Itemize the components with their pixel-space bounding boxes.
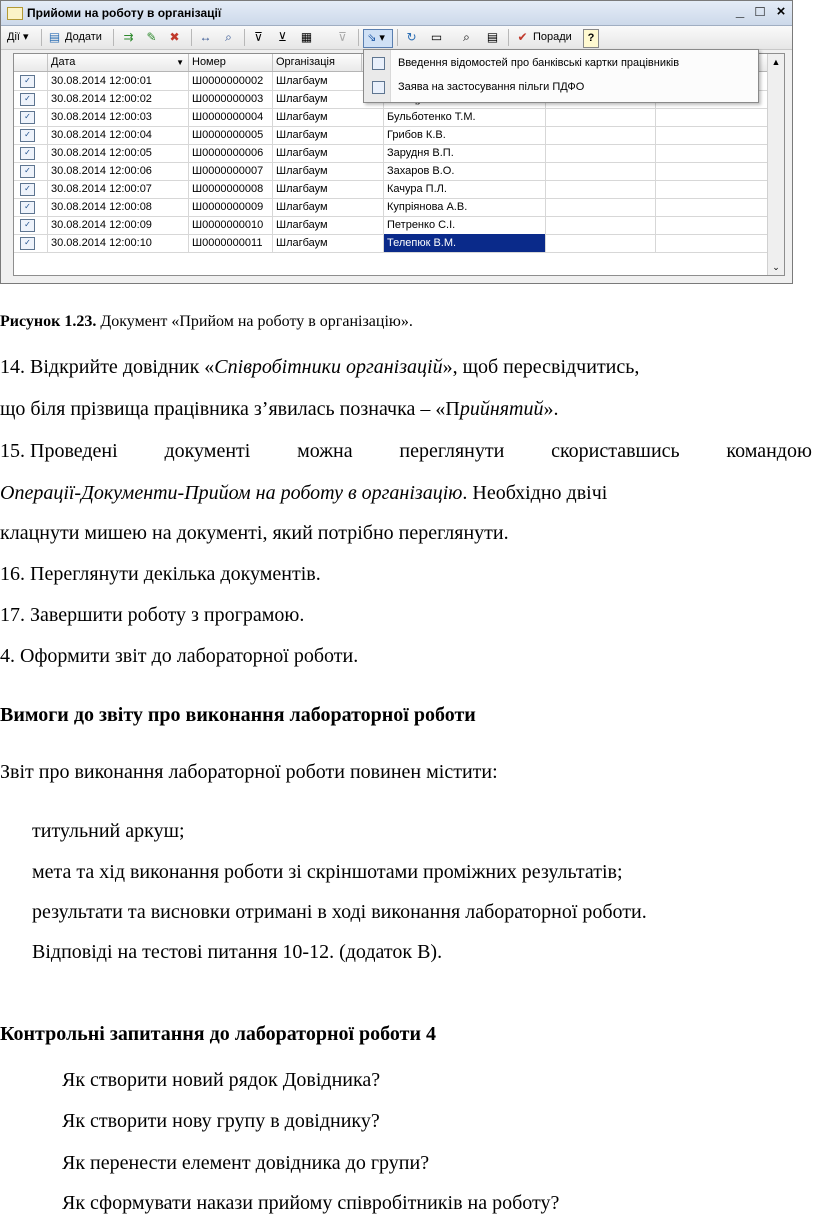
column-organization[interactable]: Організація	[273, 54, 362, 71]
document-icon	[372, 81, 385, 94]
maximize-button[interactable]: □	[755, 3, 765, 20]
table-row[interactable]	[14, 144, 768, 163]
toolbar-separator	[397, 29, 398, 46]
tips-icon: ✔	[517, 30, 528, 44]
table-row[interactable]	[14, 234, 768, 253]
cell-empty	[656, 108, 768, 126]
cell-employee: Захаров В.О.	[384, 162, 546, 180]
document-list-window	[0, 0, 793, 284]
cell-organization: Шлагбаум	[273, 126, 384, 144]
posted-document-icon: ✓	[20, 75, 35, 88]
help-button[interactable]: ?	[583, 29, 599, 48]
table-row[interactable]	[14, 198, 768, 217]
cell-number: Ш0000000010	[189, 216, 273, 234]
cell-number: Ш0000000008	[189, 180, 273, 198]
cell-organization: Шлагбаум	[273, 72, 384, 90]
cell-empty	[546, 198, 656, 216]
close-button[interactable]: ×	[776, 3, 786, 20]
table-row[interactable]	[14, 162, 768, 181]
cell-empty	[546, 162, 656, 180]
toolbar-separator	[41, 29, 42, 46]
cell-empty	[656, 144, 768, 162]
cell-number: Ш0000000003	[189, 90, 273, 108]
cell-number: Ш0000000002	[189, 72, 273, 90]
table-row[interactable]	[14, 126, 768, 145]
cell-employee: Телепюк В.М.	[384, 234, 546, 252]
cell-employee: Грибов К.В.	[384, 126, 546, 144]
edit-icon[interactable]: ✎	[146, 30, 157, 44]
menu-item-tax-relief[interactable]	[364, 75, 758, 99]
posted-document-icon: ✓	[20, 129, 35, 142]
document-journal-icon	[7, 7, 23, 20]
question-item: Як створити новий рядок Довідника?	[62, 1069, 381, 1091]
filter-selection-icon[interactable]: ⊻	[278, 30, 287, 44]
cell-date: 30.08.2014 12:00:06	[48, 162, 189, 180]
cell-employee: Качура П.Л.	[384, 180, 546, 198]
cell-date: 30.08.2014 12:00:01	[48, 72, 189, 90]
structure-icon[interactable]: ▤	[486, 30, 499, 44]
cell-empty	[656, 162, 768, 180]
row-icon-cell	[14, 216, 48, 234]
cell-date: 30.08.2014 12:00:02	[48, 90, 189, 108]
cell-organization: Шлагбаум	[273, 108, 384, 126]
question-item: Як створити нову групу в довіднику?	[62, 1110, 380, 1132]
cell-empty	[546, 234, 656, 252]
posted-document-icon: ✓	[20, 219, 35, 232]
cell-empty	[546, 126, 656, 144]
step-15-line1: 15. Проведені документі можна переглянути скориставшись командою	[0, 440, 812, 462]
interval-icon[interactable]: ↔	[199, 30, 212, 44]
question-item: Як перенести елемент довідника до групи?	[62, 1152, 430, 1174]
cell-organization: Шлагбаум	[273, 162, 384, 180]
cell-employee: Бульботенко Т.М.	[384, 108, 546, 126]
row-icon-cell	[14, 198, 48, 216]
requirement-item: титульний аркуш;	[32, 820, 185, 842]
posted-document-icon: ✓	[20, 165, 35, 178]
cell-organization: Шлагбаум	[273, 198, 384, 216]
cell-date: 30.08.2014 12:00:07	[48, 180, 189, 198]
row-icon-cell	[14, 162, 48, 180]
scroll-up-icon[interactable]: ▲	[771, 57, 781, 67]
toolbar-separator	[113, 29, 114, 46]
menu-item-label: Заява на застосування пільги ПДФО	[398, 81, 585, 93]
cell-date: 30.08.2014 12:00:04	[48, 126, 189, 144]
row-icon-cell	[14, 180, 48, 198]
step-15-line2: Операції-Документи-Прийом на роботу в організацію. Необхідно двічі	[0, 482, 608, 504]
document-icon	[372, 57, 385, 70]
row-icon-cell	[14, 72, 48, 90]
toolbar	[1, 26, 792, 50]
cell-number: Ш0000000011	[189, 234, 273, 252]
row-icon-cell	[14, 144, 48, 162]
menu-item-label: Введення відомостей про банківські картки працівників	[398, 57, 680, 69]
scroll-down-icon[interactable]: ⌄	[772, 262, 780, 272]
step-15-line3: клацнути мишею на документі, який потрібно переглянути.	[0, 522, 509, 544]
cell-empty	[656, 234, 768, 252]
posted-document-icon: ✓	[20, 183, 35, 196]
step-14-line1: 14. Відкрийте довідник «Співробітники організацій», щоб пересвідчитись,	[0, 356, 640, 378]
row-icon-cell	[14, 108, 48, 126]
table-row[interactable]	[14, 108, 768, 127]
questions-heading: Контрольні запитання до лабораторної роботи 4	[0, 1023, 436, 1045]
find-icon[interactable]: ⌕	[225, 30, 232, 44]
window-title: Прийоми на роботу в організації	[27, 6, 222, 20]
cell-number: Ш0000000007	[189, 162, 273, 180]
cell-employee: Купріянова А.В.	[384, 198, 546, 216]
column-number[interactable]: Номер	[189, 54, 273, 71]
cell-organization: Шлагбаум	[273, 180, 384, 198]
figure-caption: Рисунок 1.23. Документ «Прийом на роботу в організацію».	[0, 313, 413, 330]
tips-button[interactable]: Поради	[533, 31, 572, 43]
table-row[interactable]	[14, 180, 768, 199]
cell-date: 30.08.2014 12:00:10	[48, 234, 189, 252]
create-based-on-icon: ⇘	[367, 32, 377, 44]
filter-history-icon[interactable]: ▦	[300, 30, 313, 44]
requirement-item: Відповіді на тестові питання 10-12. (додаток В).	[32, 941, 443, 963]
cell-empty	[546, 180, 656, 198]
step-14-line2: що біля прізвища працівника з’явилась позначка – «Прийнятий».	[0, 398, 559, 420]
delete-icon[interactable]: ✖	[169, 30, 180, 44]
menu-item-bank-cards[interactable]	[364, 51, 758, 75]
cell-date: 30.08.2014 12:00:09	[48, 216, 189, 234]
cell-number: Ш0000000006	[189, 144, 273, 162]
column-icon	[14, 54, 48, 71]
print-icon[interactable]: ▭	[430, 30, 443, 44]
cell-empty	[546, 216, 656, 234]
question-item: Як сформувати накази прийому співробітників на роботу?	[62, 1192, 560, 1214]
sort-down-icon: ▼	[176, 58, 184, 67]
posted-document-icon: ✓	[20, 237, 35, 250]
cell-number: Ш0000000009	[189, 198, 273, 216]
cell-date: 30.08.2014 12:00:03	[48, 108, 189, 126]
add-button[interactable]: Додати	[65, 31, 102, 43]
clear-filter-icon[interactable]: ⊽	[338, 30, 347, 44]
step-17: 17. Завершити роботу з програмою.	[0, 604, 305, 626]
actions-menu-button[interactable]: Дії ▾	[7, 31, 29, 43]
add-document-icon: ▤	[48, 30, 61, 44]
step-4: 4. Оформити звіт до лабораторної роботи.	[0, 645, 359, 667]
posted-document-icon: ✓	[20, 147, 35, 160]
cell-organization: Шлагбаум	[273, 90, 384, 108]
column-date[interactable]: Дата ▼	[48, 54, 189, 71]
refresh-icon[interactable]: ↻	[406, 30, 417, 44]
cell-empty	[656, 126, 768, 144]
create-based-on-menu	[363, 49, 759, 103]
requirements-heading: Вимоги до звіту про виконання лабораторної роботи	[0, 704, 476, 726]
preview-icon[interactable]: ⌕	[463, 30, 470, 44]
copy-icon[interactable]: ⇉	[123, 30, 134, 44]
toolbar-separator	[244, 29, 245, 46]
cell-date: 30.08.2014 12:00:05	[48, 144, 189, 162]
cell-organization: Шлагбаум	[273, 144, 384, 162]
cell-number: Ш0000000005	[189, 126, 273, 144]
toolbar-separator	[191, 29, 192, 46]
cell-employee: Зарудня В.П.	[384, 144, 546, 162]
vertical-scrollbar[interactable]	[767, 54, 784, 275]
cell-organization: Шлагбаум	[273, 234, 384, 252]
table-row[interactable]	[14, 216, 768, 235]
cell-empty	[546, 144, 656, 162]
posted-document-icon: ✓	[20, 93, 35, 106]
cell-organization: Шлагбаум	[273, 216, 384, 234]
filter-icon[interactable]: ⊽	[254, 30, 263, 44]
requirement-item: мета та хід виконання роботи зі скріншотами проміжних результатів;	[32, 861, 623, 883]
create-based-on-button[interactable]: ⇘ ▾	[363, 29, 393, 48]
row-icon-cell	[14, 90, 48, 108]
cell-empty	[656, 216, 768, 234]
toolbar-separator	[508, 29, 509, 46]
toolbar-separator	[358, 29, 359, 46]
requirements-intro: Звіт про виконання лабораторної роботи повинен містити:	[0, 761, 498, 783]
cell-employee: Петренко С.І.	[384, 216, 546, 234]
row-icon-cell	[14, 234, 48, 252]
cell-empty	[546, 108, 656, 126]
posted-document-icon: ✓	[20, 201, 35, 214]
cell-date: 30.08.2014 12:00:08	[48, 198, 189, 216]
window-titlebar	[1, 1, 792, 26]
cell-number: Ш0000000004	[189, 108, 273, 126]
cell-empty	[656, 180, 768, 198]
requirement-item: результати та висновки отримані в ході виконання лабораторної роботи.	[32, 901, 647, 923]
minimize-button[interactable]: _	[735, 3, 745, 20]
posted-document-icon: ✓	[20, 111, 35, 124]
row-icon-cell	[14, 126, 48, 144]
cell-empty	[656, 198, 768, 216]
step-16: 16. Переглянути декілька документів.	[0, 563, 321, 585]
